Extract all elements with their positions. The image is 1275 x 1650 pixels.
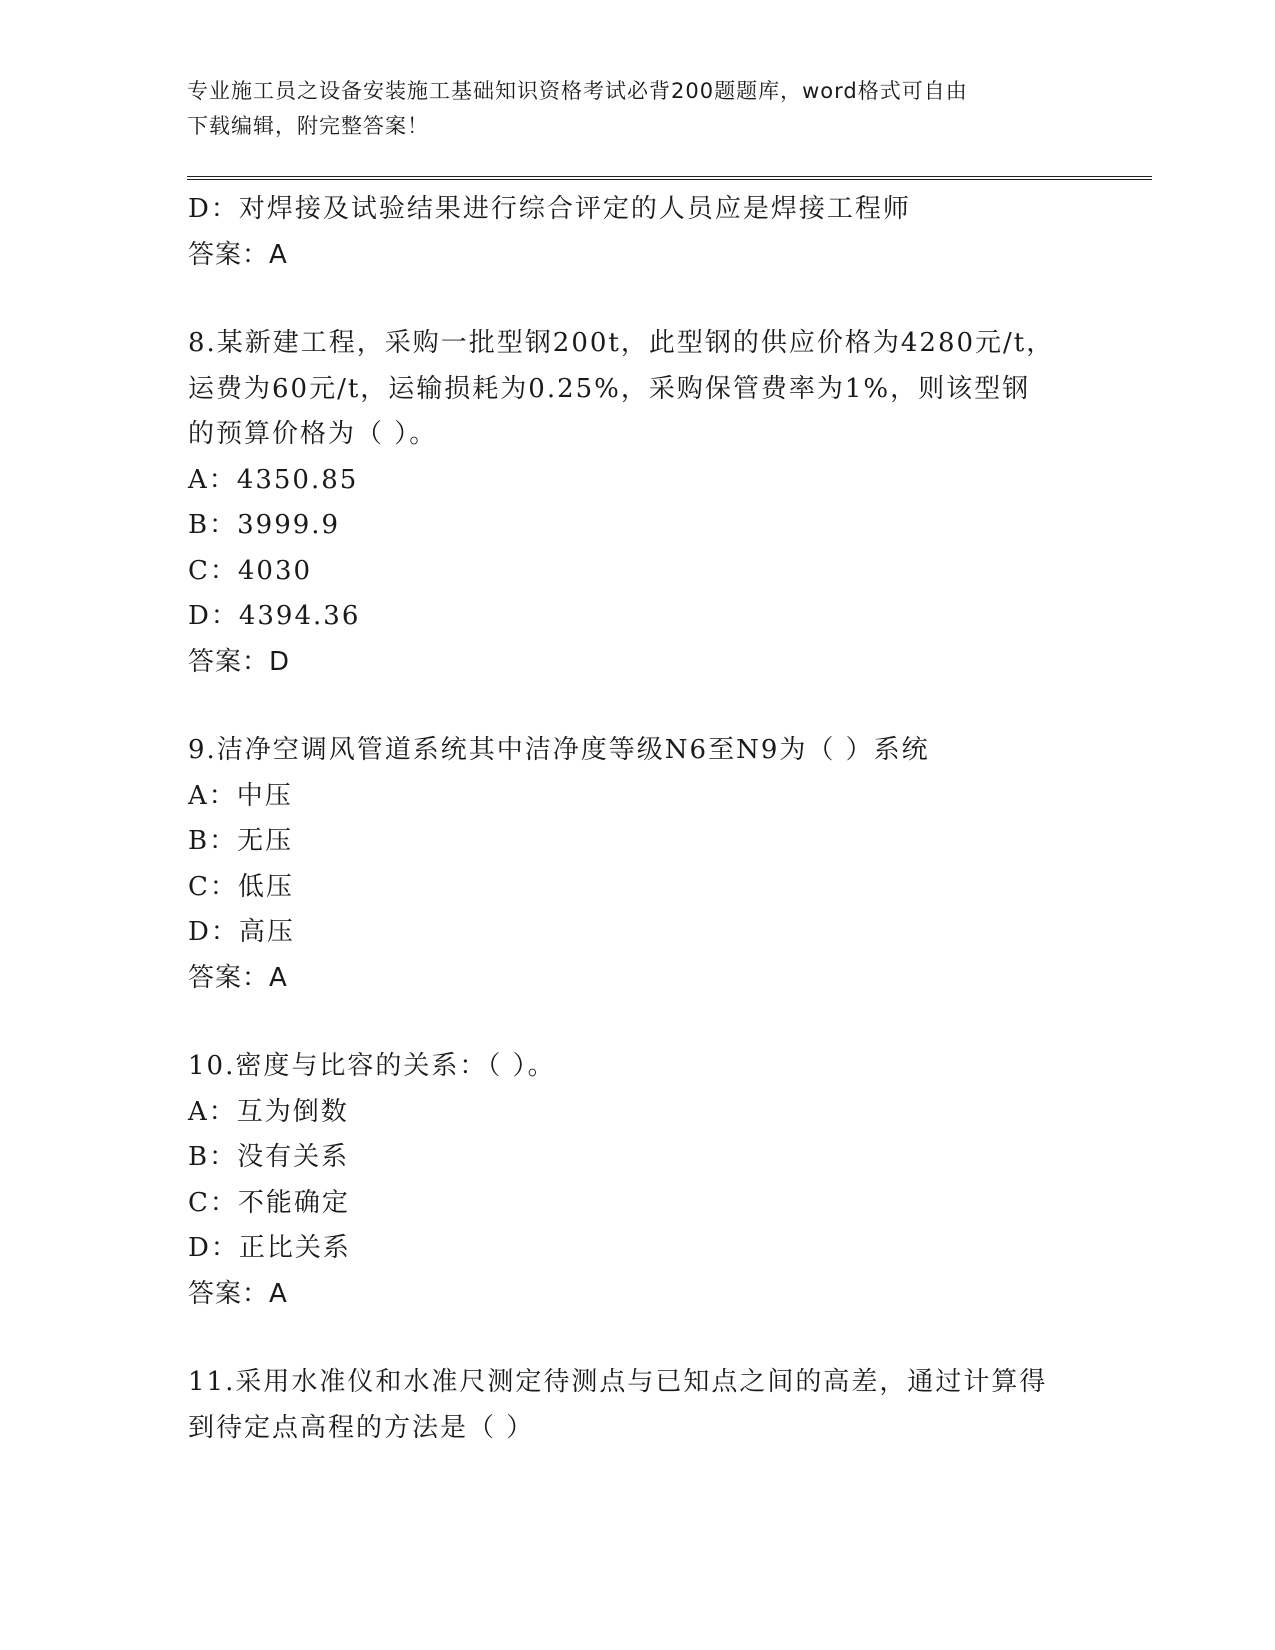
stem-line: 到待定点高程的方法是（ ） [188,1412,535,1443]
header-divider [187,176,1152,180]
question-gap [188,278,1088,321]
question-stem [188,1044,1088,1090]
option-a: A：4350.85 [188,464,359,495]
option-d: D：高压 [188,917,295,947]
option-c: C：低压 [188,871,294,902]
stem-line: 的预算价格为（ ）。 [188,419,438,449]
option-d: D：对焊接及试验结果进行综合评定的人员应是焊接工程师 [188,194,911,224]
stem-line: 11.采用水准仪和水准尺测定待测点与已知点之间的高差，通过计算得 [188,1367,1048,1397]
question-9 [188,728,1088,1001]
question-gap [188,1001,1088,1044]
previous-question-tail [188,187,1088,278]
question-stem [188,1360,1088,1451]
option-d: D：正比关系 [188,1233,351,1263]
question-gap [188,685,1088,728]
header-title-line-2: 下载编辑，附完整答案！ [187,114,429,138]
option-b: B：没有关系 [188,1142,350,1172]
answer-line: 答案：D [188,646,291,677]
option-a: A：中压 [188,780,293,811]
option-d: D：4394.36 [188,601,361,631]
header-title-line-1: 专业施工员之设备安装施工基础知识资格考试必背200题题库，word格式可自由 [187,79,968,103]
question-10 [188,1044,1088,1317]
stem-line: 10.密度与比容的关系：（ ）。 [188,1051,556,1081]
answer-line: 答案：A [188,1278,288,1309]
question-8 [188,321,1088,685]
option-c: C：不能确定 [188,1187,350,1218]
stem-line: 运费为60元/t，运输损耗为0.25%，采购保管费率为1%，则该型钢 [188,373,1031,404]
stem-line: 8.某新建工程，采购一批型钢200t，此型钢的供应价格为4280元/t， [188,328,1055,358]
question-stem [188,321,1088,458]
option-c: C：4030 [188,555,313,586]
question-11 [188,1360,1088,1451]
stem-line: 9.洁净空调风管道系统其中洁净度等级N6至N9为（ ）系统 [188,735,930,765]
option-a: A：互为倒数 [188,1096,349,1127]
question-gap [188,1317,1088,1360]
answer-line: 答案：A [188,239,288,270]
answer-line: 答案：A [188,962,288,993]
option-b: B：无压 [188,826,294,856]
question-content [188,187,1088,1451]
document-header [187,74,1067,144]
option-b: B：3999.9 [188,510,341,540]
question-stem [188,728,1088,774]
